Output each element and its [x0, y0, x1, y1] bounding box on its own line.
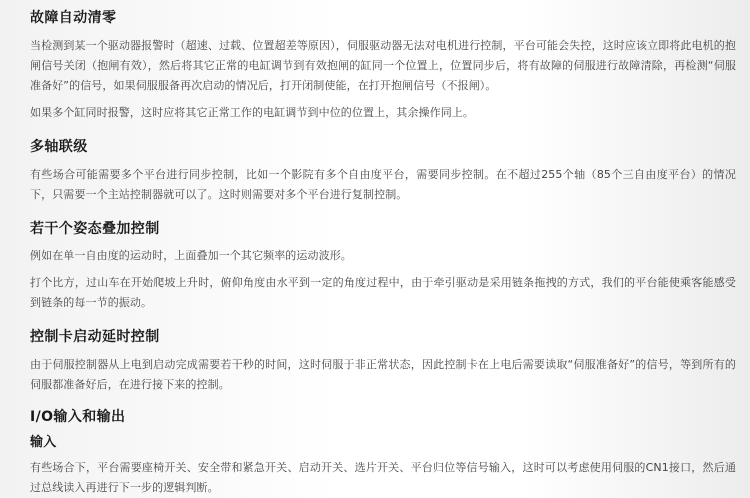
section-fault-auto-reset: [30, 10, 736, 123]
section-io: [30, 409, 736, 497]
section-paragraph: 例如在单一自由度的运动时，上面叠加一个其它频率的运动波形。: [30, 249, 352, 263]
section-paragraph: 由于伺服控制器从上电到启动完成需要若干秒的时间，这时伺服于非正常状态，因此控制卡在上电后需要读取“伺服准备好”的信号，等到所有的伺服都准备好后，在进行接下来的控制。: [30, 358, 736, 392]
section-heading: 控制卡启动延时控制: [30, 329, 160, 346]
section-multi-axis: [30, 139, 736, 205]
section-subheading: 输入: [30, 434, 57, 450]
section-controller-startup-delay: [30, 329, 736, 395]
section-paragraph: 如果多个缸同时报警，这时应将其它正常工作的电缸调节到中位的位置上，其余操作同上。: [30, 105, 474, 119]
section-heading: I/O输入和输出: [30, 409, 126, 426]
section-paragraph: 有些场合下，平台需要座椅开关、安全带和紧急开关、启动开关、选片开关、平台归位等信号输入，这时可以考虑使用伺服的CN1接口，然后通过总线读入再进行下一步的逻辑判断。: [30, 460, 736, 494]
section-posture-superposition: [30, 221, 736, 314]
section-paragraph: 打个比方，过山车在开始爬坡上升时，俯仰角度由水平到一定的角度过程中，由于牵引驱动是采用链条拖拽的方式，我们的平台能使乘客能感受到链条的每一节的振动。: [30, 276, 736, 310]
section-heading: 故障自动清零: [30, 10, 117, 26]
section-paragraph: 有些场合可能需要多个平台进行同步控制，比如一个影院有多个自由度平台，需要同步控制。在不超过255个轴（85个三自由度平台）的情况下，只需要一个主站控制器就可以了。这时则需要对多个平台进行复制控制。: [30, 167, 736, 201]
section-paragraph: 当检测到某一个驱动器报警时（超速、过载、位置超差等原因），伺服驱动器无法对电机进行控制，平台可能会失控，这时应该立即将此电机的抱闸信号关闭（抱闸有效），然后将其它正常的电缸调节到有效抱闸的缸同一个位置上，位置同步后，将有故障的伺服进行故障清除，再检测“伺服准备好”的信号，如果伺服服备再次启动的情况后，打开闭制使能，在打开抱闸信号（不报闸）。: [30, 38, 736, 92]
section-heading: 若干个姿态叠加控制: [30, 220, 160, 237]
section-heading: 多轴联级: [30, 138, 88, 155]
